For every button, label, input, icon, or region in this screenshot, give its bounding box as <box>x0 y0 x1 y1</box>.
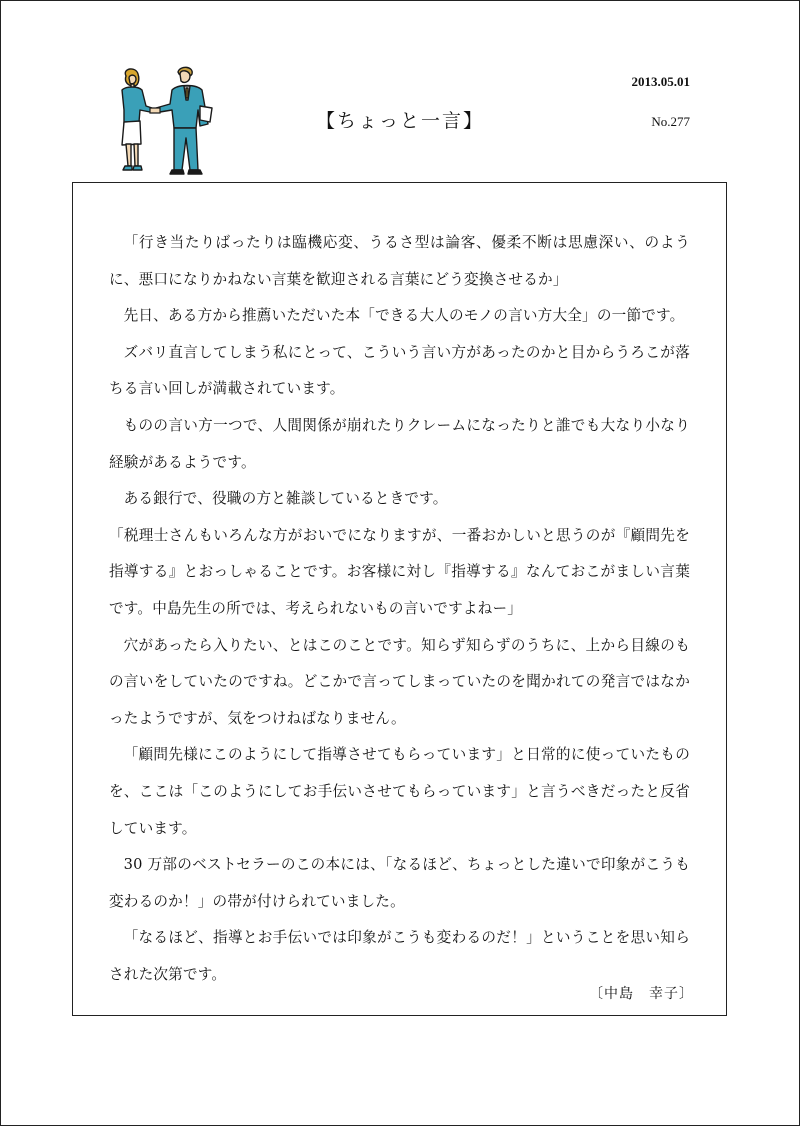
paragraph: 30 万部のベストセラーのこの本には、「なるほど、ちょっとした違いで印象がこうも変わるのか！」の帯が付けられていました。 <box>109 856 690 910</box>
handshake <box>150 108 160 113</box>
author-signature: 〔中島 幸子〕 <box>589 986 694 1002</box>
issue-number: No.277 <box>651 114 690 129</box>
paragraph: ものの言い方一つで、人間関係が崩れたりクレームになったりと誰でも大なり小なり経験があるようです。 <box>109 416 690 471</box>
paragraph: 「なるほど、指導とお手伝いでは印象がこうも変わるのだ！」ということを思い知らされた次第です。 <box>109 929 690 983</box>
paragraph: 「顧問先様にこのようにして指導させてもらっています」と日常的に使っていたものを、ここは「このようにしてお手伝いさせてもらっています」と言うべきだったと反省しています。 <box>109 746 690 837</box>
paragraph: 「税理士さんもいろんな方がおいでになりますが、一番おかしいと思うのが『顧問先を指導する』とおっしゃることです。お客様に対し『指導する』なんておこがましい言葉です。中島先生の所では、考えられないもの言いですよねー」 <box>109 526 690 617</box>
paragraph: 穴があったら入りたい、とはこのことです。知らず知らずのうちに、上から目線のもの言いをしていたのですね。どこかで言ってしまっていたのを聞かれての発言ではなかったようですが、気をつけねばなりません。 <box>109 636 690 727</box>
issue-date: 2013.05.01 <box>631 74 690 89</box>
page-title: 【ちょっと一言】 <box>315 110 484 132</box>
paragraph: 先日、ある方から推薦いただいた本「できる大人のモノの言い方大全」の一節です。 <box>123 307 685 325</box>
article-box <box>72 182 727 1016</box>
man-figure <box>156 67 212 174</box>
two-business-people-shaking-hands-icon <box>104 66 222 178</box>
paragraph: ズバリ直言してしまう私にとって、こういう言い方があったのかと目からうろこが落ちる言い回しが満載されています。 <box>109 343 690 398</box>
paragraph: ある銀行で、役職の方と雑談しているときです。 <box>123 490 448 508</box>
woman-figure <box>122 69 152 170</box>
paragraph: 「行き当たりばったりは臨機応変、うるさ型は論客、優柔不断は思慮深い、のように、悪口になりかねない言葉を歓迎される言葉にどう変換させるか」 <box>109 234 690 288</box>
